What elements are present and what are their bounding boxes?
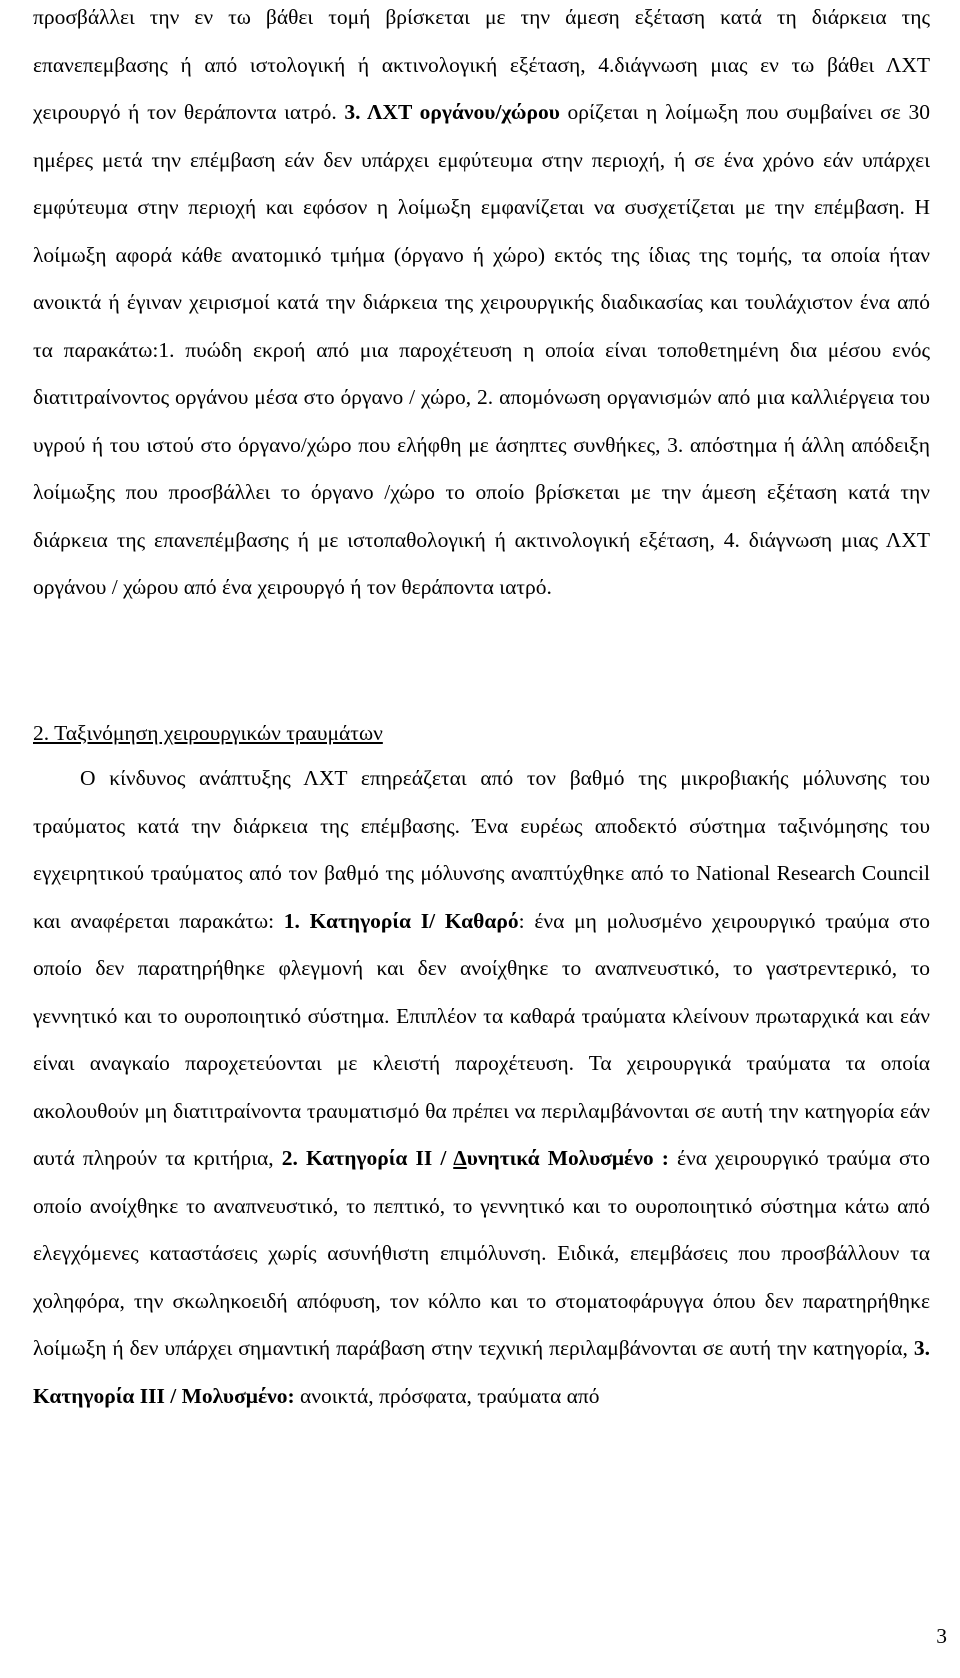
bold-term-class-3: 3. Κατηγορία ΙΙΙ / Μολυσμένο: [33,1336,930,1408]
paragraph-text: Ο κίνδυνος ανάπτυξης ΛΧΤ επηρεάζεται από τον βαθμό της μικροβιακής μόλυνσης του τραύματος κατά την διάρκεια της επέμβασης. Ένα ευρέως αποδεκτό σύστημα ταξινόμησης του εγχειρητικού τραύματος από τον βαθμό της μόλυνσης αναπτύχθηκε από το National Research Council και αναφέρεται παρακάτω: [33,766,930,933]
paragraph-organ-space-ssi [33,0,930,612]
paragraph-text: προσβάλλει την εν τω βάθει τομή βρίσκεται με την άμεση εξέταση κατά τη διάρκεια της επανεπεμβασης ή από ιστολογική ή ακτινολογική εξέταση, 4.διάγνωση μιας εν τω βάθει ΛΧΤ χειρουργό ή τον θεράποντα ιατρό. [33,5,930,124]
paragraph-text: ένα χειρουργικό τραύμα στο οποίο ανοίχθηκε το αναπνευστικό, το πεπτικό, το γεννητικό και το ουροποιητικό σύστημα κάτω από ελεγχόμενες καταστάσεις χωρίς ασυνήθιστη επιμόλυνση. Ειδικά, επεμβάσεις που προσβάλλουν τα χοληφόρα, την σκωληκοειδή απόφυση, τον κόλπο και το στοματοφάρυγγα όπου δεν παρατηρήθηκε λοίμωξη ή δεν υπάρχει σημαντική παράβαση στην τεχνική περιλαμβάνονται σε αυτή την κατηγορία, [33,1146,930,1360]
page-number: 3 [936,1624,947,1648]
bold-term-class-1: 1. Κατηγορία Ι/ Καθαρό [283,908,519,933]
paragraph-wound-classification [33,755,930,1420]
paragraph-text: ανοικτά, πρόσφατα, τραύματα από [294,1383,600,1408]
paragraph-text: : ένα μη μολυσμένο χειρουργικό τραύμα στο οποίο δεν παρατηρήθηκε φλεγμονή και δεν ανοίχθηκε το αναπνευστικό, το γαστρεντερικό, το γεννητικό και το ουροποιητικό σύστημα. Επιπλέον τα καθαρά τραύματα κλείνουν πρωταρχικά και εάν είναι αναγκαίο παροχετεύονται με κλειστή παροχέτευση. Τα χειρουργικά τραύματα τα οποία ακολουθούν μη διατιτραίνοντα τραυματισμό θα πρέπει να περιλαμβάνονται σε αυτή την κατηγορία εάν αυτά πληρούν τα κριτήρια, [33,908,930,1170]
paragraph-text: ορίζεται η λοίμωξη που συμβαίνει σε 30 ημέρες μετά την επέμβαση εάν δεν υπάρχει εμφύτευμα στην περιοχή, ή σε ένα χρόνο εάν υπάρχει εμφύτευμα στην περιοχή και εφόσον η λοίμωξη εμφανίζεται να συσχετίζεται με την επέμβαση. Η λοίμωξη αφορά κάθε ανατομικό τμήμα (όργανο ή χώρο) εκτός της ίδιας της τομής, τα οποία ήταν ανοικτά ή έγιναν χειρισμοί κατά την διάρκεια της χειρουργικής διαδικασίας και τουλάχιστον ένα από τα παρακάτω:1. πυώδη εκροή από μια παροχέτευση η οποία είναι τοποθετημένη δια μέσου ενός διατιτραίνοντος οργάνου μέσα στο όργανο / χώρο, 2. απομόνωση οργανισμών από μια καλλιέργεια του υγρού ή του ιστού στο όργανο/χώρο που ελήφθη με άσηπτες συνθήκες, 3. απόστημα ή άλλη απόδειξη λοίμωξης που προσβάλλει το όργανο /χώρο το οποίο βρίσκεται με την άμεση εξέταση κατά την διάρκεια της επανεπέμβασης ή με ιστοπαθολογική ή ακτινολογική εξέταση, 4. διάγνωση μιας ΛΧΤ οργάνου / χώρου από ένα χειρουργό ή τον θεράποντα ιατρό. [33,100,930,599]
bold-term-class-2: 2. Κατηγορία ΙΙ / Δυνητικά Μολυσμένο : [281,1146,669,1170]
bold-term-organ-space: 3. ΛΧΤ οργάνου/χώρου [344,100,560,124]
section-heading: 2. Ταξινόμηση χειρουργικών τραυμάτων [33,721,383,745]
